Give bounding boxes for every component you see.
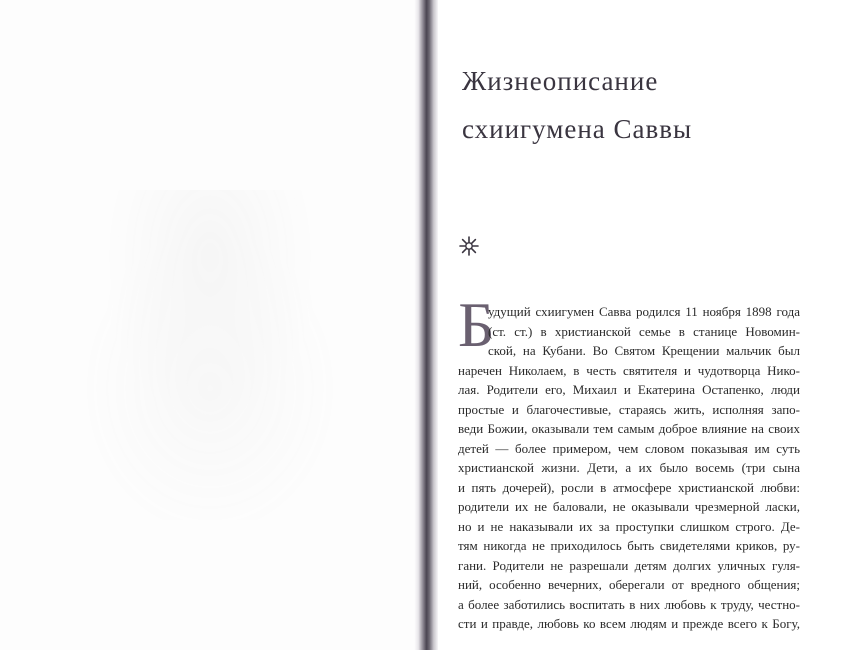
biography-paragraph <box>458 302 800 634</box>
text-line: и пять дочерей), росли в атмосфере христианской любви: <box>458 479 800 495</box>
chapter-title-line-1: Жизнеописание <box>462 66 659 96</box>
chapter-title <box>462 57 692 153</box>
text-line: но и не наказывали их за проступки слишком строго. Де- <box>458 518 800 534</box>
text-line: лая. Родители его, Михаил и Екатерина Остапенко, люди <box>458 382 800 397</box>
right-page <box>438 0 841 650</box>
text-line: простые и благочестивые, стараясь жить, исполняя запо- <box>458 401 800 417</box>
text-line: наречен Николаем, в честь святителя и чудотворца Нико- <box>458 362 800 378</box>
text-line: христианской жизни. Дети, а их было восемь (три сына <box>458 460 800 475</box>
chapter-title-line-2: схиигумена Саввы <box>462 114 693 144</box>
text-line: сти и правде, любовь ко всем людям и прежде всего к Богу, <box>458 616 800 631</box>
text-line: гани. Родители не разрешали детям долгих уличных гуля- <box>458 557 800 573</box>
text-line: а более заботились воспитать в них любовь к труду, честно- <box>458 596 800 612</box>
text-line: родители их не баловали, не оказывали чрезмерной ласки, <box>458 499 800 514</box>
left-page-blank <box>0 0 418 650</box>
drop-cap: Б <box>458 289 495 360</box>
text-line: детей — более примером, чем словом показывая им суть <box>458 440 800 456</box>
text-line: ской, на Кубани. Во Святом Крещении мальчик был <box>488 343 800 358</box>
asterisk-ornament-icon <box>458 235 480 257</box>
show-through-shadow <box>40 190 380 520</box>
book-gutter <box>414 0 438 650</box>
text-line: веди Божии, оказывали тем самым доброе влияние на своих <box>458 421 800 436</box>
text-line: удущий схиигумен Савва родился 11 ноября 1898 года <box>488 304 800 319</box>
text-line: тям никогда не приходилось быть свидетелями криков, ру- <box>458 538 800 553</box>
text-line: (ст. ст.) в христианской семье в станице Новомин- <box>488 323 800 339</box>
text-line: ний, особенно вечерних, оберегали от вредного общения; <box>458 577 800 592</box>
